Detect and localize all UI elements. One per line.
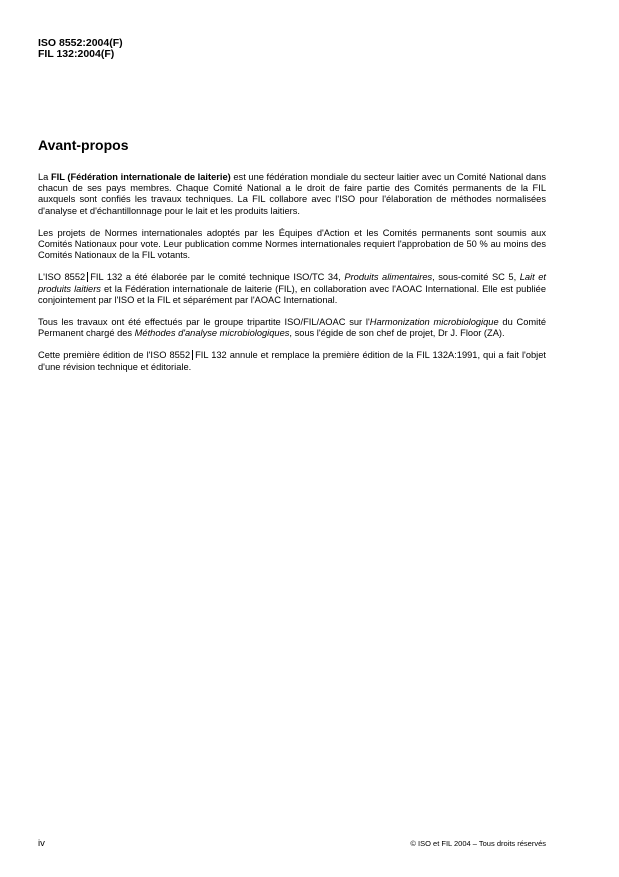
document-header (38, 38, 123, 60)
page-number: iv (38, 838, 45, 849)
paragraph-preparation (38, 272, 546, 306)
text-run: du Comité Permanent chargé des (38, 317, 546, 339)
text-run: , sous-comité SC 5, (432, 272, 520, 283)
text-run: et la Fédération internationale de laiterie (FIL), en collaboration avec l'AOAC International. Elle est publiée conjointement par l'ISO et la FIL et séparément par l'AOAC International. (38, 283, 546, 305)
section-title: Avant-propos (38, 137, 129, 153)
text-run: L'ISO 8552 (38, 272, 86, 283)
paragraph-draft-standards: Les projets de Normes internationales adoptés par les Équipes d'Action et les Comités permanents sont soumis aux Comités Nationaux pour vote. Leur publication comme Normes internationales requiert l'approbation de 50 % au moins des Comités Nationaux de la FIL votants. (38, 227, 546, 261)
text-run: FIL 132 a été élaborée par le comité technique ISO/TC 34, (90, 272, 345, 283)
paragraph-fil-intro (38, 172, 546, 217)
text-run: est une fédération mondiale du secteur laitier avec un Comité National dans chacun de ses pays membres. Chaque Comité National a le droit de faire partie des Comités permanents de la FIL auxquels sont confiés les travaux techniques. La FIL collabore avec l'ISO pour l'élaboration de méthodes normalisées d'analyse et d'échantillonnage pour le lait et les produits laitiers. (38, 172, 546, 216)
text-run: Cette première édition de l'ISO 8552 (38, 350, 191, 361)
text-run: Tous les travaux ont été effectués par le groupe tripartite ISO/FIL/AOAC sur l' (38, 317, 370, 328)
group-name-italic: Harmonization microbiologique (369, 317, 499, 328)
fil-name-bold: FIL (Fédération internationale de laiterie) (50, 172, 231, 182)
paragraph-tripartite-group (38, 317, 546, 339)
text-run: , sous l'égide de son chef de projet, Dr J. Floor (ZA). (289, 328, 505, 339)
committee-name-italic: Produits alimentaires (344, 272, 433, 283)
paragraph-edition (38, 350, 546, 372)
methods-name-italic: Méthodes d'analyse microbiologiques (134, 328, 290, 339)
standard-separator (192, 350, 193, 360)
subcommittee-name-italic: Lait et produits laitiers (38, 272, 547, 294)
iso-reference: ISO 8552:2004(F) (38, 37, 123, 49)
copyright-notice: © ISO et FIL 2004 – Tous droits réservés (410, 839, 546, 848)
foreword-body (38, 172, 546, 384)
text-run: FIL 132 annule et remplace la première édition de la FIL 132A:1991, qui a fait l'objet d'une révision technique et éditoriale. (38, 350, 546, 372)
text-run: La (38, 172, 51, 182)
document-footer (38, 838, 546, 850)
fil-reference: FIL 132:2004(F) (38, 48, 115, 60)
standard-separator (87, 272, 88, 282)
